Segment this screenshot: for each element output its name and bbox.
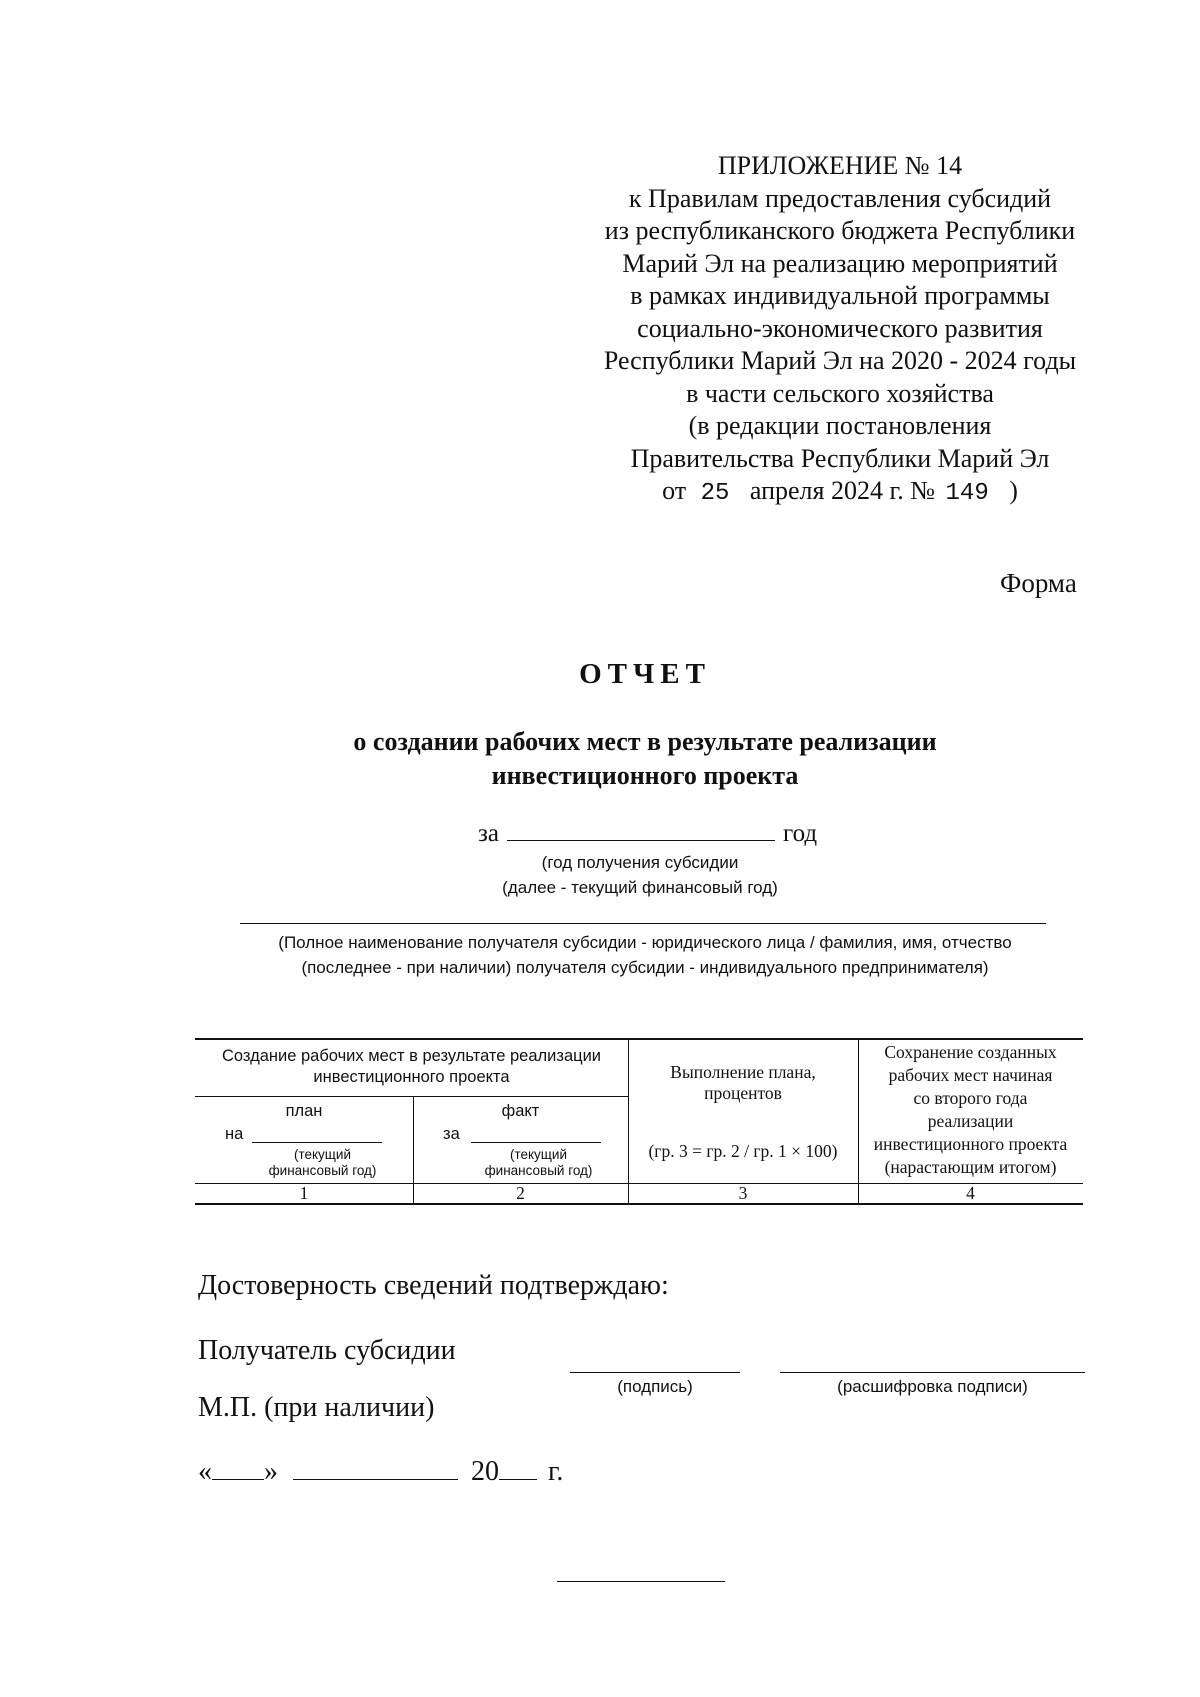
table-group-divider [195,1096,628,1097]
group-header-line: инвестиционного проекта [313,1068,510,1086]
plan-prefix: на [225,1125,244,1143]
appendix-title: ПРИЛОЖЕНИЕ № 14 [717,151,963,180]
date-day: 25 [700,480,730,507]
appendix-line: (в редакции постановления [688,411,992,440]
report-year-line [478,818,817,848]
fact-year-input-line[interactable] [471,1142,601,1143]
report-subtitle-line: инвестиционного проекта [491,761,799,790]
recipient-hint [200,930,1090,980]
jobs-retention-header [858,1041,1083,1179]
fact-header: факт [501,1102,540,1120]
retention-line: инвестиционного проекта [873,1134,1068,1154]
appendix-line: Правительства Республики Марий Эл [630,443,1050,473]
plan-execution-line: процентов [704,1083,782,1103]
appendix-header [560,150,1120,511]
year-suffix: год [782,820,818,847]
year-prefix: за [478,820,499,847]
report-subtitle [0,725,1200,793]
appendix-line: Республики Марий Эл на 2020 - 2024 годы [603,346,1077,375]
year-input-line[interactable] [507,818,775,841]
retention-line: со второго года [913,1088,1028,1108]
fact-prefix: за [443,1125,460,1143]
signature-decode-input-line[interactable] [780,1372,1085,1373]
appendix-line: в рамках индивидуальной программы [630,281,1050,310]
stamp-label: М.П. (при наличии) [198,1392,435,1423]
open-quote: « [198,1456,212,1487]
signature-input-line[interactable] [570,1372,740,1373]
year-hint-line: (год получения субсидии [541,853,739,872]
month-input-line[interactable] [293,1457,458,1480]
retention-line: рабочих мест начиная [888,1065,1053,1085]
year-prefix-20: 20 [471,1456,499,1487]
appendix-line: к Правилам предоставления субсидий [628,183,1052,213]
year-input-line[interactable] [499,1457,537,1480]
column-number: 2 [516,1183,525,1203]
retention-line: Сохранение созданных [884,1042,1057,1062]
close-paren: ) [1009,476,1018,505]
column-number: 4 [966,1183,975,1203]
resolution-number: 149 [945,480,989,507]
form-label: Форма [1000,568,1077,598]
appendix-date-line [560,475,1120,511]
day-input-line[interactable] [212,1457,264,1480]
plan-execution-line: Выполнение плана, [670,1062,816,1082]
report-subtitle-line: о создании рабочих мест в результате реализации [353,727,937,756]
year-hint [460,850,820,900]
date-text: апреля 2024 г. № [749,476,936,505]
signature-date-line [198,1456,563,1488]
appendix-line: в части сельского хозяйства [686,378,994,408]
plan-hint-line: (текущий [293,1147,352,1162]
signature-decode-hint: (расшифровка подписи) [837,1377,1028,1396]
retention-line: реализации [927,1111,1014,1131]
recipient-hint-line: (последнее - при наличии) получателя субсидии - индивидуального предпринимателя) [301,958,989,977]
appendix-line: социально-экономического развития [637,313,1043,343]
year-suffix-g: г. [548,1456,564,1487]
plan-execution-header [628,1062,858,1104]
table-border-top [195,1038,1083,1040]
plan-year-input-line[interactable] [252,1142,382,1143]
appendix-line: Марий Эл на реализацию мероприятий [622,248,1058,278]
retention-line: (нарастающим итогом) [884,1157,1057,1177]
plan-hint [235,1147,410,1179]
table-group-header [195,1046,628,1088]
plan-hint-line: финансовый год) [268,1163,377,1178]
plan-execution-formula: (гр. 3 = гр. 2 / гр. 1 × 100) [648,1141,838,1161]
date-prefix: от [662,476,687,505]
signature-hint: (подпись) [617,1377,693,1396]
column-number: 1 [299,1183,309,1203]
recipient-name-input-line[interactable] [240,923,1046,924]
fact-hint-line: финансовый год) [484,1163,593,1178]
year-hint-line: (далее - текущий финансовый год) [502,878,778,897]
column-number: 3 [738,1183,748,1203]
recipient-hint-line: (Полное наименование получателя субсидии - юридического лица / фамилия, имя, отчество [278,933,1012,952]
appendix-line: из республиканского бюджета Республики [604,216,1076,245]
plan-header: план [285,1102,323,1120]
bottom-separator-line [557,1581,725,1582]
report-title: ОТЧЕТ [579,658,711,690]
group-header-line: Создание рабочих мест в результате реализации [221,1047,602,1065]
close-quote: » [264,1456,278,1487]
fact-hint-line: (текущий [509,1147,568,1162]
confirmation-text: Достоверность сведений подтверждаю: [198,1270,669,1301]
jobs-table [195,1038,1083,1205]
fact-hint [451,1147,626,1179]
recipient-label: Получатель субсидии [198,1335,456,1366]
